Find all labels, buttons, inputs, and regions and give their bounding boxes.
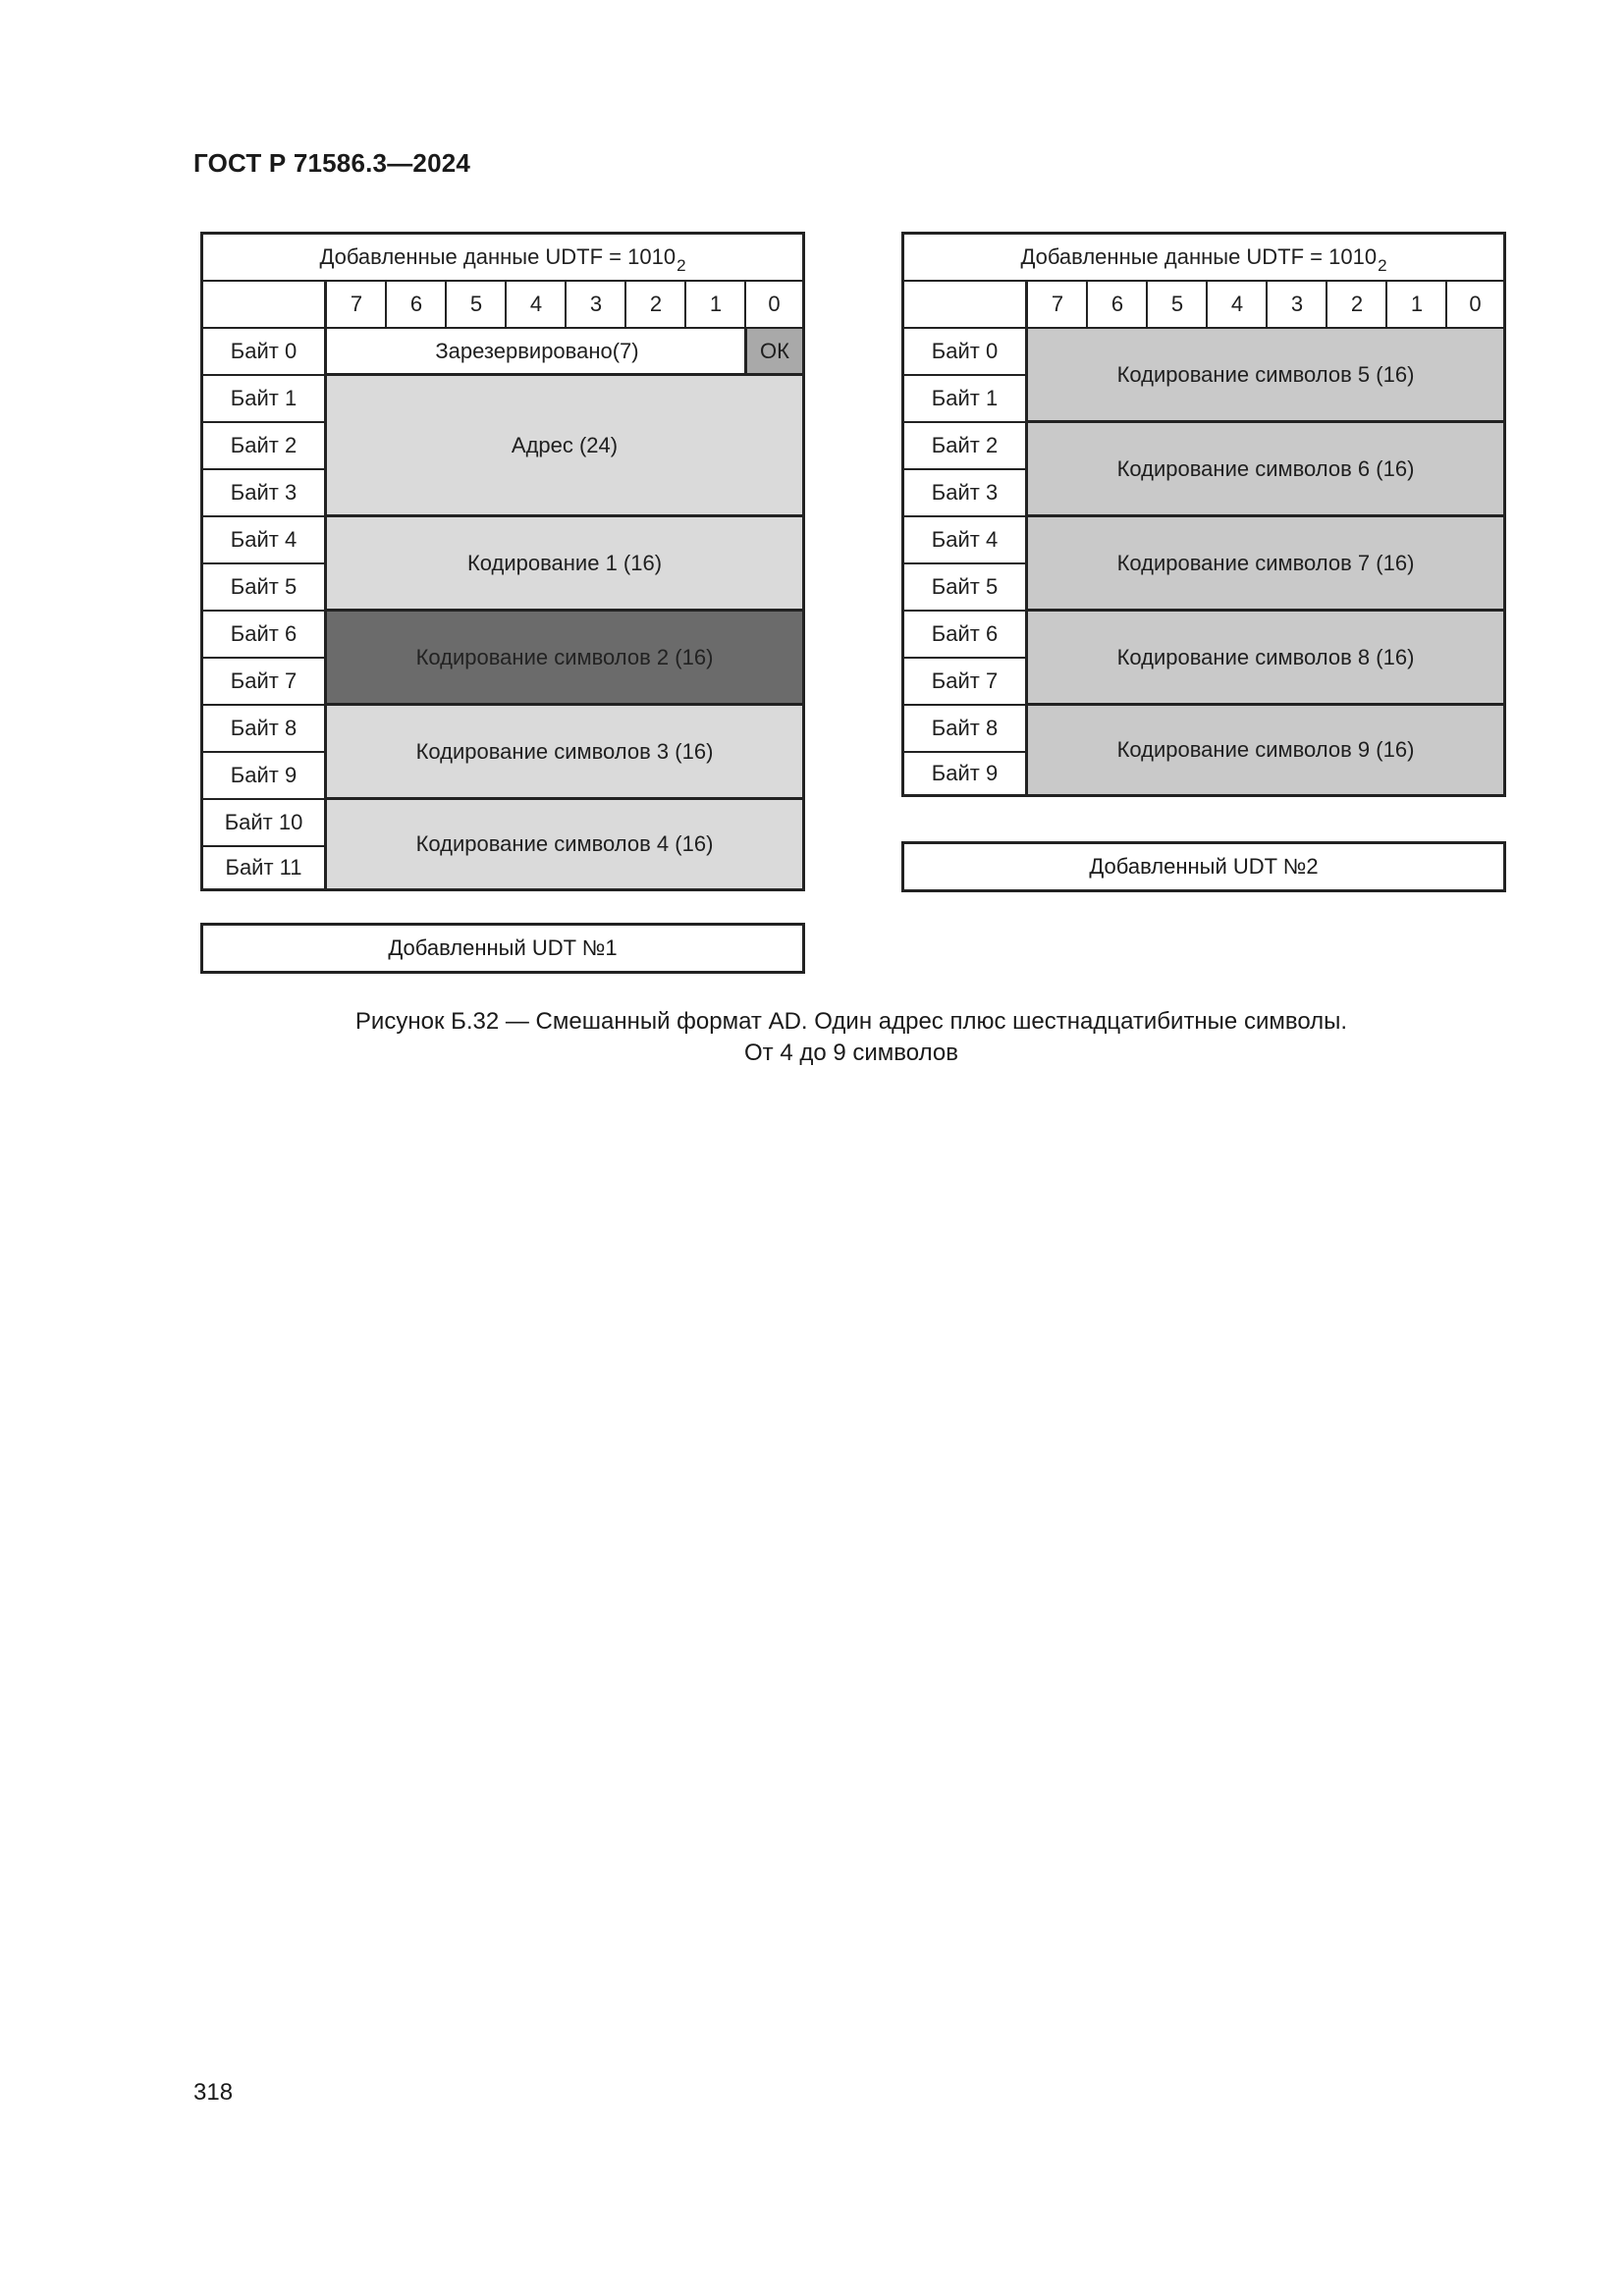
encoding-block-1: Кодирование 1 (16) [327, 517, 802, 612]
byte-label: Байт 8 [203, 706, 327, 753]
byte-label: Байт 0 [203, 329, 327, 376]
symbol-encoding-block-8: Кодирование символов 8 (16) [1028, 612, 1503, 706]
byte-label: Байт 6 [203, 612, 327, 659]
byte-label: Байт 7 [904, 659, 1028, 706]
caption-line-2: От 4 до 9 символов [744, 1040, 958, 1066]
diagram-title [904, 235, 1503, 282]
reserved-field: Зарезервировано(7) [327, 329, 747, 376]
address-block: Адрес (24) [327, 376, 802, 517]
byte-label: Байт 8 [904, 706, 1028, 753]
byte-label: Байт 5 [904, 564, 1028, 612]
bit-label: 0 [1445, 282, 1503, 327]
bit-label: 2 [1326, 282, 1386, 327]
byte-label: Байт 4 [203, 517, 327, 564]
bit-label: 4 [505, 282, 566, 327]
byte-label: Байт 2 [203, 423, 327, 470]
byte-label: Байт 1 [203, 376, 327, 423]
bit-label: 6 [1086, 282, 1147, 327]
udt-footer-2: Добавленный UDT №2 [901, 841, 1506, 892]
page-number: 318 [193, 2079, 234, 2106]
bit-label: 2 [624, 282, 685, 327]
byte-label: Байт 3 [203, 470, 327, 517]
diagram-title-subscript: 2 [1378, 256, 1387, 275]
bit-label: 7 [1026, 282, 1087, 327]
figure-caption [193, 1006, 1509, 1069]
bit-label: 5 [1146, 282, 1207, 327]
symbol-encoding-block-7: Кодирование символов 7 (16) [1028, 517, 1503, 612]
bit-label: 3 [565, 282, 625, 327]
byte-label: Байт 3 [904, 470, 1028, 517]
bit-label: 6 [385, 282, 446, 327]
symbol-encoding-block-5: Кодирование символов 5 (16) [1028, 329, 1503, 423]
diagram-title-subscript: 2 [677, 256, 686, 275]
byte-label: Байт 7 [203, 659, 327, 706]
bit-label: 4 [1206, 282, 1267, 327]
byte-label: Байт 11 [203, 847, 327, 888]
udt-footer-1: Добавленный UDT №1 [200, 923, 805, 974]
byte-label: Байт 9 [904, 753, 1028, 794]
symbol-encoding-block-9: Кодирование символов 9 (16) [1028, 706, 1503, 794]
bit-label: 3 [1266, 282, 1326, 327]
byte-label: Байт 5 [203, 564, 327, 612]
symbol-encoding-block-4: Кодирование символов 4 (16) [327, 800, 802, 888]
diagram-title [203, 235, 802, 282]
byte-label: Байт 4 [904, 517, 1028, 564]
bit-label: 0 [744, 282, 802, 327]
symbol-encoding-block-6: Кодирование символов 6 (16) [1028, 423, 1503, 517]
byte-label: Байт 9 [203, 753, 327, 800]
bit-label: 1 [1385, 282, 1446, 327]
byte-label: Байт 0 [904, 329, 1028, 376]
symbol-encoding-block-3: Кодирование символов 3 (16) [327, 706, 802, 800]
udt-diagram-1 [200, 232, 805, 891]
udt-diagram-2 [901, 232, 1506, 797]
diagram-title-text: Добавленные данные UDTF = 1010 [1020, 244, 1378, 269]
document-header: ГОСТ Р 71586.3—2024 [193, 148, 471, 178]
bit-header-empty [904, 282, 1028, 329]
bit-header-empty [203, 282, 327, 329]
byte-label: Байт 1 [904, 376, 1028, 423]
symbol-encoding-block-2: Кодирование символов 2 (16) [327, 612, 802, 706]
byte-label: Байт 6 [904, 612, 1028, 659]
diagram-title-text: Добавленные данные UDTF = 1010 [319, 244, 677, 269]
bit-label: 7 [325, 282, 386, 327]
bit-label: 1 [684, 282, 745, 327]
byte-label: Байт 10 [203, 800, 327, 847]
byte-label: Байт 2 [904, 423, 1028, 470]
caption-line-1: Рисунок Б.32 — Смешанный формат AD. Один адрес плюс шестнадцатибитные символы. [354, 1008, 1348, 1035]
ok-field: ОК [744, 329, 802, 376]
bit-label: 5 [445, 282, 506, 327]
